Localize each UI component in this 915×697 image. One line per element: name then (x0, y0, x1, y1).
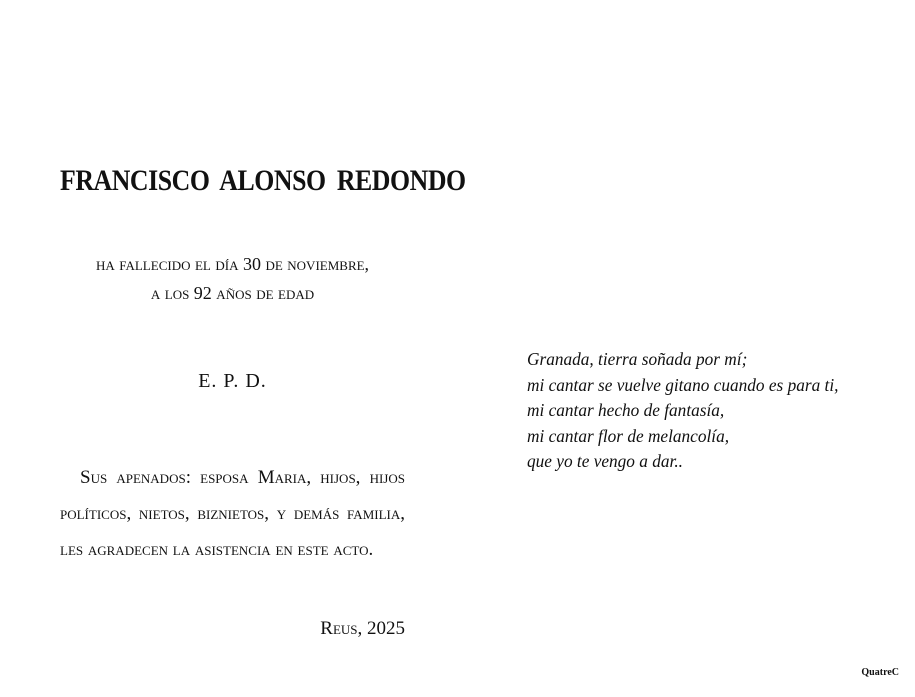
poem-line: que yo te vengo a dar.. (527, 451, 683, 471)
deceased-name: FRANCISCO ALONSO REDONDO (60, 164, 466, 197)
announcement-line: ha fallecido el día 30 de noviembre, (95, 254, 370, 274)
printer-credit: QuatreC (861, 667, 899, 678)
poem-line: mi cantar flor de melancolía, (527, 425, 730, 446)
poem (527, 347, 873, 475)
poem-line: mi cantar hecho de fantasía, (527, 400, 725, 420)
poem-line: Granada, tierra soñada por mí; (527, 349, 748, 369)
death-announcement (60, 250, 405, 308)
family-acknowledgement: Sus apenados: esposa Maria, hijos, hijos políticos, nietos, biznietos, y demás familia, les agradecen la asistencia en este acto. (60, 467, 405, 560)
place-date: Reus, 2025 (320, 618, 405, 639)
announcement-line: a los 92 años de edad (150, 283, 315, 303)
poem-line: mi cantar se vuelve gitano cuando es para ti, (527, 374, 839, 395)
epd-text: E. P. D. (198, 370, 267, 392)
